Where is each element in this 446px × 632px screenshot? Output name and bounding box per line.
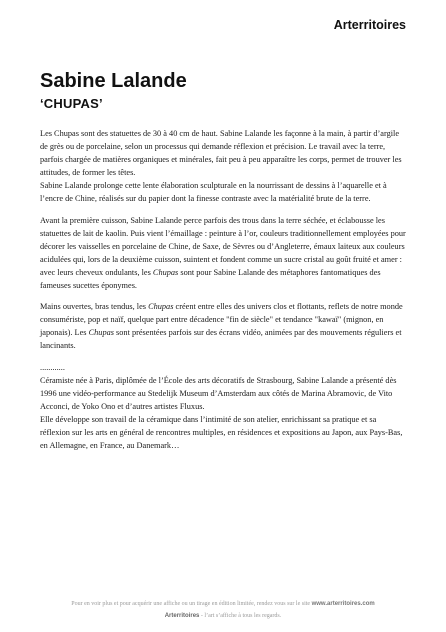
paragraph-universes	[40, 300, 408, 352]
footer-text: Pour en voir plus et pour acquérir une affiche ou un tirage en édition limitée, rendez vous sur le site	[71, 601, 312, 607]
emphasis-chupas: Chupas	[148, 302, 174, 312]
bio-paragraph: Céramiste née à Paris, diplômée de l’École des arts décoratifs de Strasbourg, Sabine Lalande a présenté dès 1996 une vidéo-performance au Stedelijk Museum d’Amsterdam aux côtés de Marina Abramovic, de Vito Acconci, de Yoko Ono et d’autres artistes Fluxus.	[40, 375, 397, 411]
text-segment: sont présentées parfois sur des écrans vidéo, animées par des mouvements réguliers et lancinants.	[40, 328, 402, 351]
footer-tagline-text: - l’art s’affiche à tous les regards.	[199, 613, 282, 619]
brand-logo: Arterritoires	[333, 18, 406, 32]
emphasis-chupas: Chupas	[88, 328, 114, 338]
page-subtitle: ‘CHUPAS’	[40, 96, 103, 111]
text-segment: Avant la première cuisson, Sabine Lalande perce parfois des trous dans la terre séchée, et éclabousse les statuettes de lait de kaolin. Puis vient l’émaillage : peinture à l’or, couleurs traditionnellement employées pour décorer les vaisselles en porcelaine de Chine, de Saxe, de Sèvres ou d’Angleterre, émaux laiteux aux couleurs acidulées qui, lors de la deuxième cuisson, suintent et fondent comme un sucre cristal au goût fruité et amer : avec leurs cheveux ondulants, les	[40, 215, 406, 277]
emphasis-chupas: Chupas	[152, 267, 179, 277]
separator: ............	[40, 362, 65, 372]
paragraph-intro: Les Chupas sont des statuettes de 30 à 40 cm de haut. Sabine Lalande les façonne à la main, à partir d’argile de grès ou de porcelaine, selon un processus qui demande réflexion et précision. Le travail avec la terre, parfois chargée de matières organiques et minérales, fait peu à peu apparaître les corps, permet de trouver les attitudes, de former les têtes.	[40, 129, 402, 178]
footer-promo	[0, 601, 446, 607]
footer-tagline	[0, 613, 446, 619]
paragraph-drawings: Sabine Lalande prolonge cette lente élaboration sculpturale en la nourrissant de dessins à l’aquarelle et à l’encre de Chine, réalisés sur du papier dont la finesse contraste avec la matérialité brute de la terre.	[40, 181, 387, 204]
text-segment: créent entre elles des univers clos et flottants, reflets de notre monde consumériste, pop et naïf, quelque part entre décadence "fin de siècle" et tendance "kawaï" (mignon, en japonais). Les	[40, 302, 403, 338]
page-title: Sabine Lalande	[40, 70, 187, 92]
footer-website-link[interactable]: www.arterritoires.com	[311, 601, 375, 607]
article-body	[40, 127, 408, 460]
text-segment: sont pour Sabine Lalande des métaphores fantomatiques des fameuses sucettes éponymes.	[40, 267, 381, 291]
paragraph-firing	[40, 214, 408, 293]
footer-brand: Arterritoires	[164, 613, 200, 619]
bio-paragraph-practice: Elle développe son travail de la céramique dans l’intimité de son atelier, enrichissant sa pratique et sa réflexion sur les arts en général de rencontres multiples, en résidences et expositions au Japon, aux Pays-Bas, en Allemagne, en France, au Danemark…	[40, 414, 403, 451]
text-segment: Mains ouvertes, bras tendus, les	[40, 302, 149, 312]
